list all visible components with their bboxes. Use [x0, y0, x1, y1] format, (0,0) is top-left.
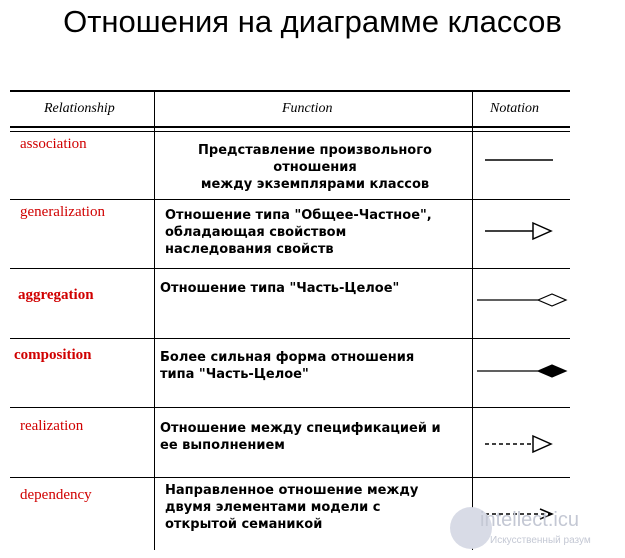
- function-realization: [160, 420, 441, 454]
- row-divider: [10, 477, 570, 478]
- generalization-notation-icon: [480, 219, 570, 243]
- header-notation: Notation: [490, 101, 540, 116]
- function-line: отношения: [273, 160, 357, 175]
- composition-notation-icon: [474, 361, 570, 381]
- relationship-dependency: dependency: [20, 487, 92, 503]
- watermark-subtext: Искусственный разум: [490, 535, 591, 546]
- row-divider: [10, 268, 570, 269]
- function-line: между экземплярами классов: [200, 177, 430, 192]
- function-line: типа "Часть-Целое": [160, 367, 309, 382]
- function-line: Отношение между спецификацией и: [160, 421, 441, 436]
- header-bottom-rule: [10, 126, 570, 128]
- relationship-association: association: [20, 136, 87, 152]
- function-line: ее выполнением: [160, 438, 285, 453]
- function-line: наследования свойств: [165, 242, 334, 257]
- function-line: открытой семаникой: [165, 517, 323, 532]
- watermark-logo: [448, 505, 620, 553]
- column-divider: [472, 90, 473, 550]
- association-notation-icon: [480, 150, 570, 170]
- function-aggregation: [160, 280, 399, 297]
- watermark-text: intellect.icu: [480, 509, 579, 531]
- function-line: Отношение типа "Общее-Частное",: [165, 208, 432, 223]
- relationship-aggregation: aggregation: [18, 287, 94, 303]
- function-line: Направленное отношение между: [165, 483, 419, 498]
- function-line: Более сильная форма отношения: [160, 350, 415, 365]
- function-line: Представление произвольного: [198, 143, 432, 158]
- row-divider: [10, 407, 570, 408]
- table-top-rule: [10, 90, 570, 92]
- header-bottom-rule-2: [10, 131, 570, 132]
- function-line: двумя элементами модели с: [165, 500, 381, 515]
- column-divider: [154, 90, 155, 550]
- aggregation-notation-icon: [474, 290, 570, 310]
- row-divider: [10, 199, 570, 200]
- relationship-generalization: generalization: [20, 204, 105, 220]
- function-generalization: [165, 207, 432, 258]
- function-line: обладающая свойством: [165, 225, 347, 240]
- function-dependency: [165, 482, 418, 533]
- function-line: Отношение типа "Часть-Целое": [160, 281, 400, 296]
- header-relationship: Relationship: [44, 101, 115, 116]
- function-association: [165, 142, 465, 193]
- function-composition: [160, 349, 414, 383]
- realization-notation-icon: [480, 432, 570, 456]
- header-function: Function: [282, 101, 333, 116]
- relationship-composition: composition: [14, 347, 92, 363]
- page-title: Отношения на диаграмме классов: [63, 4, 562, 39]
- row-divider: [10, 338, 570, 339]
- relationship-realization: realization: [20, 418, 84, 434]
